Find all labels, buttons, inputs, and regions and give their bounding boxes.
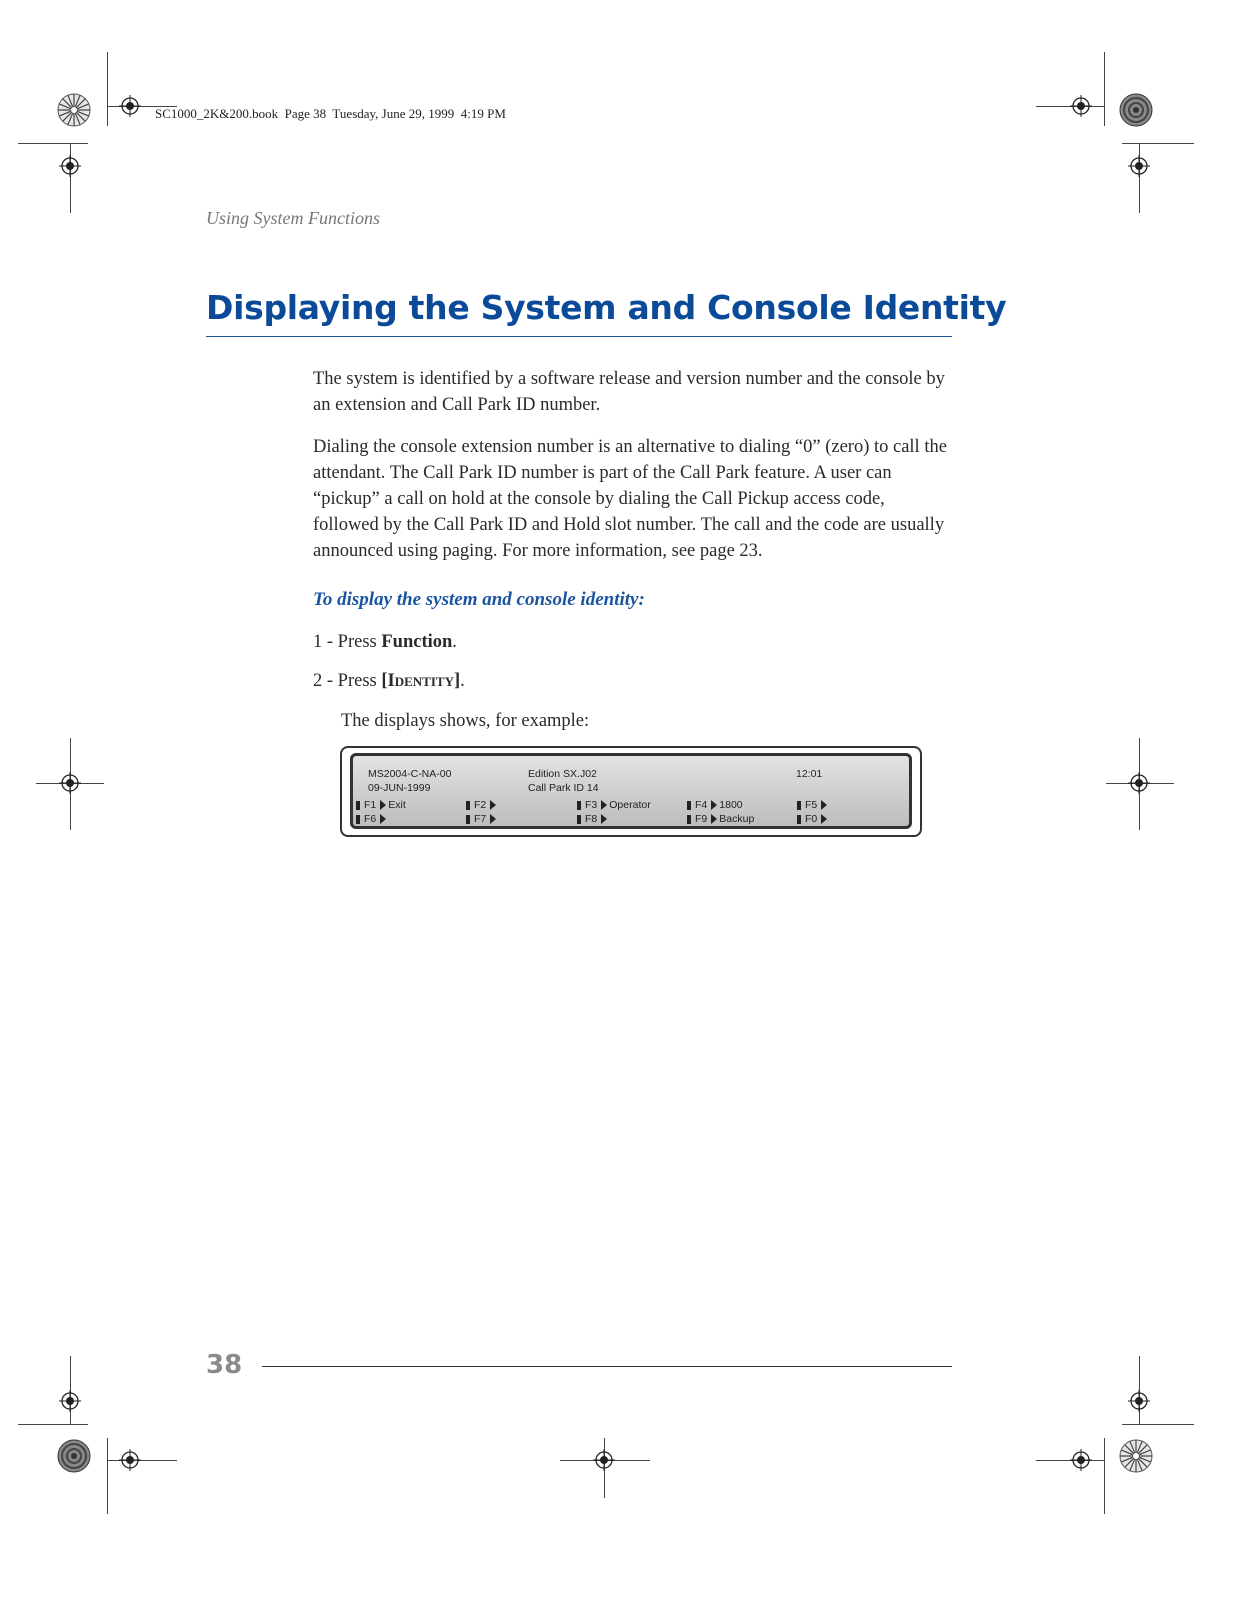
step-number: 1 - (313, 632, 334, 652)
display-screen (350, 753, 912, 829)
arrow-right-icon (380, 800, 386, 810)
procedure-heading: To display the system and console identity: (313, 589, 645, 610)
softkey-f8: F8 (577, 813, 609, 825)
registration-mark-icon (1128, 1390, 1150, 1412)
display-call-park-id: Call Park ID 14 (528, 782, 599, 794)
display-date: 09-JUN-1999 (368, 782, 431, 794)
console-display (340, 746, 922, 837)
registration-mark-icon (1070, 1449, 1092, 1471)
footer-rule (262, 1366, 952, 1367)
step-2: 2 - Press [Identity]. (313, 671, 465, 691)
page-title: Displaying the System and Console Identity (206, 288, 1007, 327)
softkey-f0: F0 (797, 813, 829, 825)
example-intro: The displays shows, for example: (341, 711, 590, 731)
arrow-right-icon (490, 814, 496, 824)
registration-mark-icon (1070, 95, 1092, 117)
softkey-f4: F4 1800 (687, 799, 743, 811)
softkey-f5: F5 (797, 799, 829, 811)
display-time: 12:01 (796, 768, 823, 780)
softkey-f1: F1 Exit (356, 799, 406, 811)
file-info: SC1000_2K&200.book Page 38 Tuesday, June 29, 1999 4:19 PM (155, 106, 506, 121)
intro-paragraph: The system is identified by a software release and version number and the console by an extension and Call Park ID number. (313, 369, 945, 415)
running-head: Using System Functions (206, 208, 380, 228)
arrow-right-icon (711, 814, 717, 824)
softkey-f6: F6 (356, 813, 388, 825)
color-wheel-icon (57, 93, 91, 127)
softkey-f7: F7 (466, 813, 498, 825)
arrow-right-icon (490, 800, 496, 810)
registration-mark-icon (1128, 155, 1150, 177)
arrow-right-icon (711, 800, 717, 810)
step-verb: Press (337, 671, 377, 691)
registration-mark-icon (1128, 772, 1150, 794)
registration-mark-icon (59, 1390, 81, 1412)
display-system-id: MS2004-C-NA-00 (368, 768, 452, 780)
color-wheel-icon (1119, 1439, 1153, 1473)
softkey-f3: F3 Operator (577, 799, 651, 811)
registration-mark-icon (119, 1449, 141, 1471)
registration-mark-icon (59, 155, 81, 177)
arrow-right-icon (601, 814, 607, 824)
color-wheel-icon (57, 1439, 91, 1473)
step-1: 1 - Press Function. (313, 632, 457, 652)
page-number: 38 (206, 1350, 243, 1380)
arrow-right-icon (821, 814, 827, 824)
identity-key-label: [Identity] (381, 671, 461, 691)
arrow-right-icon (380, 814, 386, 824)
step-number: 2 - (313, 671, 334, 691)
registration-mark-icon (119, 95, 141, 117)
softkey-f9: F9 Backup (687, 813, 754, 825)
registration-mark-icon (59, 772, 81, 794)
softkey-f2: F2 (466, 799, 498, 811)
function-key-label: Function (381, 632, 453, 652)
display-edition: Edition SX.J02 (528, 768, 597, 780)
details-paragraph: Dialing the console extension number is an alternative to dialing “0” (zero) to call the attendant. The Call Park ID number is part of the Call Park feature. A user can “pickup” a call on hold at the console by dialing the Call Pickup access code, followed by the Call Park ID and Hold slot number. The call and the code are usually announced using paging. For more information, see page 23. (313, 437, 947, 561)
title-rule (206, 336, 952, 337)
color-wheel-icon (1119, 93, 1153, 127)
arrow-right-icon (821, 800, 827, 810)
step-verb: Press (337, 632, 377, 652)
registration-mark-icon (593, 1449, 615, 1471)
arrow-right-icon (601, 800, 607, 810)
